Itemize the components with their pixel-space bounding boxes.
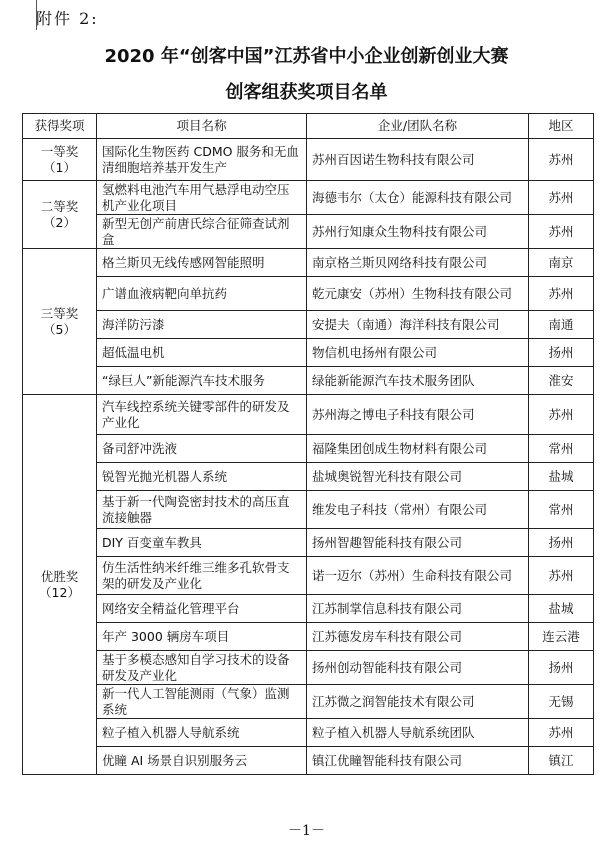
company-name-cell: 苏州百因诺生物科技有限公司 [307, 139, 529, 181]
company-name-cell: 扬州创动智能科技有限公司 [307, 651, 529, 685]
table-row [23, 395, 594, 435]
region-cell: 苏州 [529, 557, 594, 595]
column-header-company: 企业/团队名称 [307, 114, 529, 139]
column-header-project: 项目名称 [97, 114, 307, 139]
table-row [23, 181, 594, 215]
project-name-cell: “绿巨人”新能源汽车技术服务 [97, 367, 307, 395]
table-body [23, 139, 594, 775]
project-name-cell: 基于新一代陶瓷密封技术的高压直流接触器 [97, 491, 307, 529]
project-name-cell: 基于多模态感知自学习技术的设备研发及产业化 [97, 651, 307, 685]
company-name-cell: 镇江优瞳智能科技有限公司 [307, 747, 529, 775]
prize-cell [23, 181, 97, 249]
table-row [23, 529, 594, 557]
prize-cell [23, 139, 97, 181]
table-row [23, 747, 594, 775]
table-row [23, 139, 594, 181]
project-name-cell: 优瞳 AI 场景自识别服务云 [97, 747, 307, 775]
region-cell: 扬州 [529, 651, 594, 685]
company-name-cell: 苏州海之博电子科技有限公司 [307, 395, 529, 435]
region-cell: 镇江 [529, 747, 594, 775]
prize-name: 优胜奖 [40, 568, 79, 584]
table-row [23, 463, 594, 491]
company-name-cell: 粒子植入机器人导航系统团队 [307, 719, 529, 747]
project-name-cell: 新一代人工智能测雨（气象）监测系统 [97, 685, 307, 719]
table-row [23, 339, 594, 367]
prize-count: （2） [43, 214, 76, 230]
prize-cell [23, 395, 97, 775]
region-cell: 无锡 [529, 685, 594, 719]
column-header-region: 地区 [529, 114, 594, 139]
company-name-cell: 南京格兰斯贝网络科技有限公司 [307, 249, 529, 277]
region-cell: 南通 [529, 311, 594, 339]
table-row [23, 623, 594, 651]
project-name-cell: 网络安全精益化管理平台 [97, 595, 307, 623]
region-cell: 苏州 [529, 719, 594, 747]
region-cell: 扬州 [529, 529, 594, 557]
company-name-cell: 海德韦尔（太仓）能源科技有限公司 [307, 181, 529, 215]
prize-count: （12） [39, 584, 80, 600]
region-cell: 苏州 [529, 215, 594, 249]
document-title: 2020 年“创客中国”江苏省中小企业创新创业大赛 [104, 46, 509, 67]
table-row [23, 277, 594, 311]
company-name-cell: 福隆集团创成生物材料有限公司 [307, 435, 529, 463]
company-name-cell: 物信机电扬州有限公司 [307, 339, 529, 367]
table-row [23, 311, 594, 339]
table-row [23, 249, 594, 277]
project-name-cell: 备司舒冲洗液 [97, 435, 307, 463]
region-cell: 淮安 [529, 367, 594, 395]
project-name-cell: 新型无创产前唐氏综合征筛查试剂盒 [97, 215, 307, 249]
company-name-cell: 盐城奥锐智光科技有限公司 [307, 463, 529, 491]
region-cell: 苏州 [529, 139, 594, 181]
column-header-prize: 获得奖项 [23, 114, 97, 139]
project-name-cell: 广谱血液病靶向单抗药 [97, 277, 307, 311]
table-header-row [23, 114, 594, 139]
project-name-cell: 粒子植入机器人导航系统 [97, 719, 307, 747]
region-cell: 苏州 [529, 395, 594, 435]
prize-name: 三等奖 [40, 305, 79, 321]
region-cell: 南京 [529, 249, 594, 277]
company-name-cell: 江苏德发房车科技有限公司 [307, 623, 529, 651]
project-name-cell: DIY 百变童车教具 [97, 529, 307, 557]
table-row [23, 367, 594, 395]
region-cell: 盐城 [529, 463, 594, 491]
region-cell: 连云港 [529, 623, 594, 651]
page-number: －1－ [288, 823, 325, 839]
project-name-cell: 超低温电机 [97, 339, 307, 367]
company-name-cell: 江苏微之润智能技术有限公司 [307, 685, 529, 719]
table-row [23, 685, 594, 719]
company-name-cell: 维发电子科技（常州）有限公司 [307, 491, 529, 529]
region-cell: 常州 [529, 435, 594, 463]
region-cell: 常州 [529, 491, 594, 529]
prize-cell [23, 249, 97, 395]
prize-name: 一等奖 [40, 143, 79, 159]
table-row [23, 651, 594, 685]
prize-count: （5） [43, 321, 76, 337]
project-name-cell: 年产 3000 辆房车项目 [97, 623, 307, 651]
company-name-cell: 乾元康安（苏州）生物科技有限公司 [307, 277, 529, 311]
table-row [23, 491, 594, 529]
table-row [23, 215, 594, 249]
prize-count: （1） [43, 159, 76, 175]
table-row [23, 595, 594, 623]
region-cell: 苏州 [529, 277, 594, 311]
table-row [23, 435, 594, 463]
company-name-cell: 绿能新能源汽车技术服务团队 [307, 367, 529, 395]
project-name-cell: 海洋防污漆 [97, 311, 307, 339]
project-name-cell: 格兰斯贝无线传感网智能照明 [97, 249, 307, 277]
prize-name: 二等奖 [40, 198, 79, 214]
company-name-cell: 安提夫（南通）海洋科技有限公司 [307, 311, 529, 339]
project-name-cell: 汽车线控系统关键零部件的研发及产业化 [97, 395, 307, 435]
region-cell: 扬州 [529, 339, 594, 367]
table-row [23, 557, 594, 595]
project-name-cell: 氢燃料电池汽车用气悬浮电动空压机产业化项目 [97, 181, 307, 215]
company-name-cell: 苏州行知康众生物科技有限公司 [307, 215, 529, 249]
region-cell: 苏州 [529, 181, 594, 215]
company-name-cell: 江苏制掌信息科技有限公司 [307, 595, 529, 623]
company-name-cell: 诺一迈尔（苏州）生命科技有限公司 [307, 557, 529, 595]
award-table [22, 113, 594, 775]
project-name-cell: 仿生活性纳米纤维三维多孔软骨支架的研发及产业化 [97, 557, 307, 595]
document-subtitle: 创客组获奖项目名单 [225, 82, 388, 103]
project-name-cell: 锐智光抛光机器人系统 [97, 463, 307, 491]
company-name-cell: 扬州智趣智能科技有限公司 [307, 529, 529, 557]
region-cell: 盐城 [529, 595, 594, 623]
project-name-cell: 国际化生物医药 CDMO 服务和无血清细胞培养基开发生产 [97, 139, 307, 181]
table-row [23, 719, 594, 747]
attachment-label: 附件 2: [36, 9, 99, 28]
